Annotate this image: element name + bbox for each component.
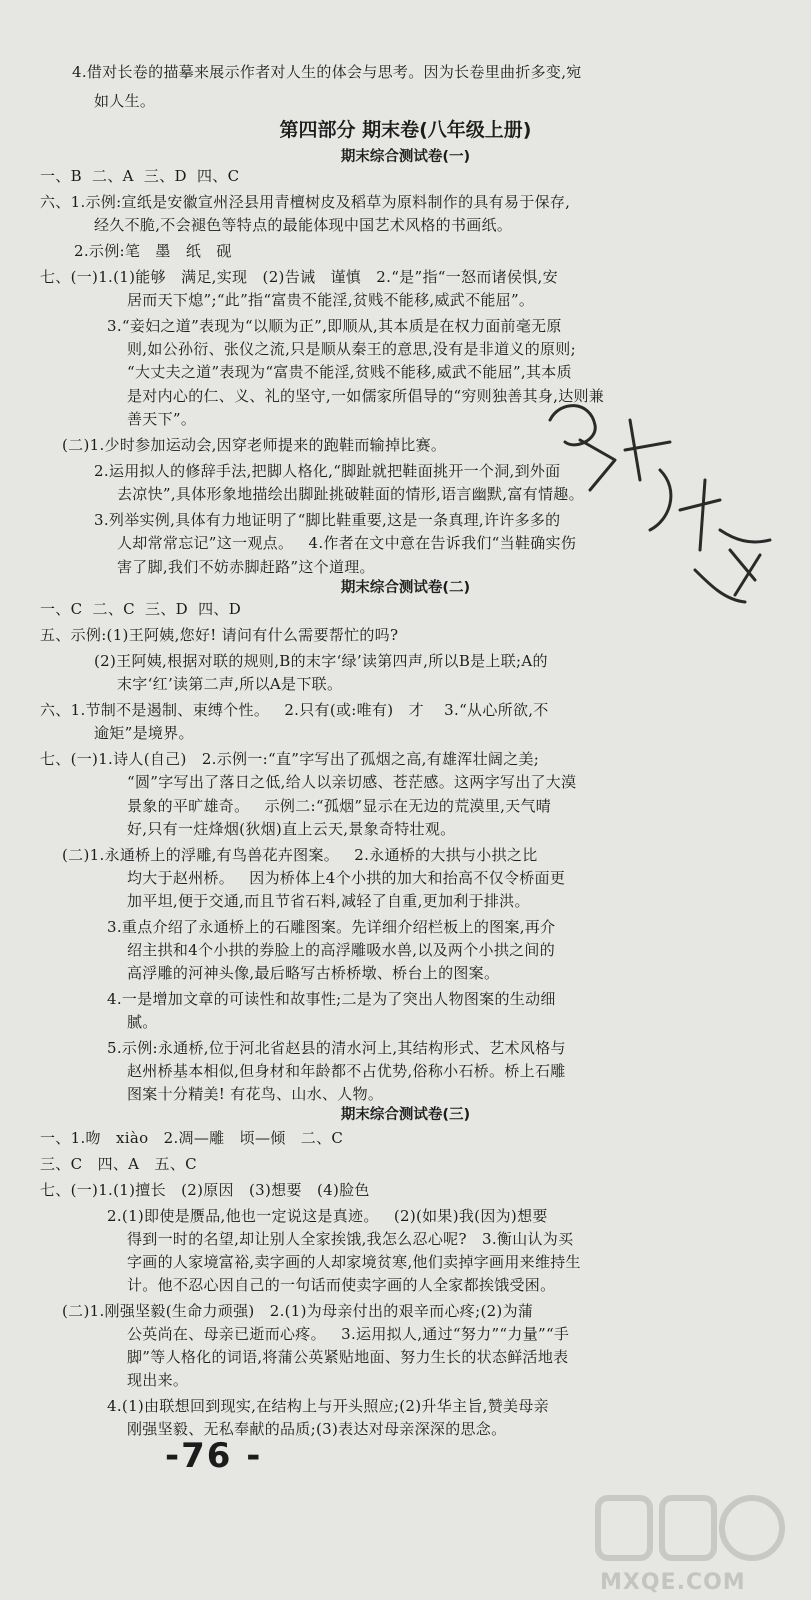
text-line: 居而天下熄”;“此”指“富贵不能淫,贫贱不能移,威武不能屈”。	[127, 291, 535, 309]
text-line: 好,只有一炷烽烟(狄烟)直上云天,景象奇特壮观。	[127, 820, 456, 838]
text-line: 3.列举实例,具体有力地证明了“脚比鞋重要,这是一条真理,许许多多的	[94, 511, 561, 529]
text-line: 七、(一)1.(1)能够 满足,实现 (2)告诫 谨慎 2.“是”指“一怒而诸侯惧,安	[40, 268, 558, 286]
text-line: 加平坦,便于交通,而且节省石料,减轻了自重,更加利于排洪。	[127, 892, 530, 910]
text-line: 害了脚,我们不妨赤脚赶路”这个道理。	[117, 558, 375, 576]
text-line: 均大于赵州桥。 因为桥体上4个小拱的加大和抬高不仅令桥面更	[127, 869, 566, 887]
text-line: 末字‘红’读第二声,所以A是下联。	[117, 675, 343, 693]
section-heading-test3: 期末综合测试卷(三)	[340, 1107, 471, 1123]
text-line: (二)1.永通桥上的浮雕,有鸟兽花卉图案。 2.永通桥的大拱与小拱之比	[62, 846, 538, 864]
text-line: 六、1.示例:宣纸是安徽宣州泾县用青檀树皮及稻草为原料制作的具有易于保存,	[40, 193, 571, 211]
page-number: -76 -	[165, 1436, 263, 1476]
text-line: 善天下”。	[127, 410, 197, 428]
text-line: 经久不脆,不会褪色等特点的最能体现中国艺术风格的书画纸。	[94, 216, 513, 234]
handwriting-scribble	[520, 380, 790, 610]
text-line: 逾矩”是境界。	[94, 724, 194, 742]
text-line: 3.“妾妇之道”表现为“以顺为正”,即顺从,其本质是在权力面前毫无原	[107, 317, 562, 335]
text-line: 一、1.吻 xiào 2.凋—雕 顷—倾 二、C	[40, 1129, 344, 1147]
text-line: 一、B 二、A 三、D 四、C	[40, 167, 240, 185]
text-line: 刚强坚毅、无私奉献的品质;(3)表达对母亲深深的思念。	[127, 1420, 507, 1438]
text-line: 六、1.节制不是遏制、束缚个性。 2.只有(或:唯有) 才 3.“从心所欲,不	[40, 701, 549, 719]
text-line: 3.重点介绍了永通桥上的石雕图案。先详细介绍栏板上的图案,再介	[107, 918, 556, 936]
text-line: 是对内心的仁、义、礼的坚守,一如儒家所倡导的“穷则独善其身,达则兼	[127, 387, 605, 405]
text-line: 2.运用拟人的修辞手法,把脚人格化,“脚趾就把鞋面挑开一个洞,到外面	[94, 462, 561, 480]
text-line: 计。他不忍心因自己的一句话而使卖字画的人全家都挨饿受困。	[127, 1276, 556, 1294]
text-line: 2.示例:笔 墨 纸 砚	[74, 242, 232, 260]
text-line: 则,如公孙衍、张仪之流,只是顺从秦王的意思,没有是非道义的原则;	[127, 340, 576, 358]
text-line: 赵州桥基本相似,但身材和年龄都不占优势,俗称小石桥。桥上石雕	[127, 1062, 566, 1080]
text-line: (2)王阿姨,根据对联的规则,B的末字‘绿’读第四声,所以B是上联;A的	[94, 652, 548, 670]
text-line: 4.(1)由联想回到现实,在结构上与开头照应;(2)升华主旨,赞美母亲	[107, 1397, 549, 1415]
text-line: 4.一是增加文章的可读性和故事性;二是为了突出人物图案的生动细	[107, 990, 556, 1008]
text-line: (二)1.少时参加运动会,因穿老师提来的跑鞋而输掉比赛。	[62, 436, 447, 454]
text-line: 三、C 四、A 五、C	[40, 1155, 197, 1173]
watermark-text: MXQE.COM	[600, 1570, 746, 1595]
text-line: 七、(一)1.(1)擅长 (2)原因 (3)想要 (4)脸色	[40, 1181, 370, 1199]
text-line: 七、(一)1.诗人(自己) 2.示例一:“直”字写出了孤烟之高,有雄浑壮阔之美;	[40, 750, 540, 768]
text-line: 5.示例:永通桥,位于河北省赵县的清水河上,其结构形式、艺术风格与	[107, 1039, 566, 1057]
text-line: 如人生。	[94, 92, 156, 110]
text-line: 去凉快”,具体形象地描绘出脚趾挑破鞋面的情形,语言幽默,富有情趣。	[117, 485, 584, 503]
text-line: 2.(1)即使是赝品,他也一定说这是真迹。 (2)(如果)我(因为)想要	[107, 1207, 548, 1225]
text-line: 人却常常忘记”这一观点。 4.作者在文中意在告诉我们“当鞋确实伤	[117, 534, 577, 552]
text-line: (二)1.刚强坚毅(生命力顽强) 2.(1)为母亲付出的艰辛而心疼;(2)为蒲	[62, 1302, 534, 1320]
part-heading: 第四部分 期末卷(八年级上册)	[279, 119, 532, 141]
text-line: 公英尚在、母亲已逝而心疼。 3.运用拟人,通过“努力”“力量”“手	[127, 1325, 570, 1343]
text-line: 图案十分精美! 有花鸟、山水、人物。	[127, 1085, 384, 1103]
text-line: 一、C 二、C 三、D 四、D	[40, 600, 242, 618]
text-line: 五、示例:(1)王阿姨,您好! 请问有什么需要帮忙的吗?	[40, 626, 399, 644]
text-line: 景象的平旷雄奇。 示例二:“孤烟”显示在无边的荒漠里,天气晴	[127, 797, 552, 815]
text-line: “大丈夫之道”表现为“富贵不能淫,贫贱不能移,威武不能屈”,其本质	[127, 363, 572, 381]
text-line: 得到一时的名望,却让别人全家挨饿,我怎么忍心呢? 3.衡山认为买	[127, 1230, 574, 1248]
text-line: 脚”等人格化的词语,将蒲公英紧贴地面、努力生长的状态鲜活地表	[127, 1348, 569, 1366]
text-line: 高浮雕的河神头像,最后略写古桥桥墩、桥台上的图案。	[127, 964, 500, 982]
text-line: “圆”字写出了落日之低,给人以亲切感、苍茫感。这两字写出了大漠	[127, 773, 577, 791]
text-line: 字画的人家境富裕,卖字画的人却家境贫寒,他们卖掉字画用来维持生	[127, 1253, 581, 1271]
text-line: 现出来。	[127, 1371, 189, 1389]
text-line: 腻。	[127, 1013, 158, 1031]
text-line: 绍主拱和4个小拱的券脸上的高浮雕吸水兽,以及两个小拱之间的	[127, 941, 556, 959]
section-heading-test1: 期末综合测试卷(一)	[340, 149, 471, 165]
section-heading-test2: 期末综合测试卷(二)	[340, 580, 471, 596]
text-line: 4.借对长卷的描摹来展示作者对人生的体会与思考。因为长卷里曲折多变,宛	[72, 63, 582, 81]
